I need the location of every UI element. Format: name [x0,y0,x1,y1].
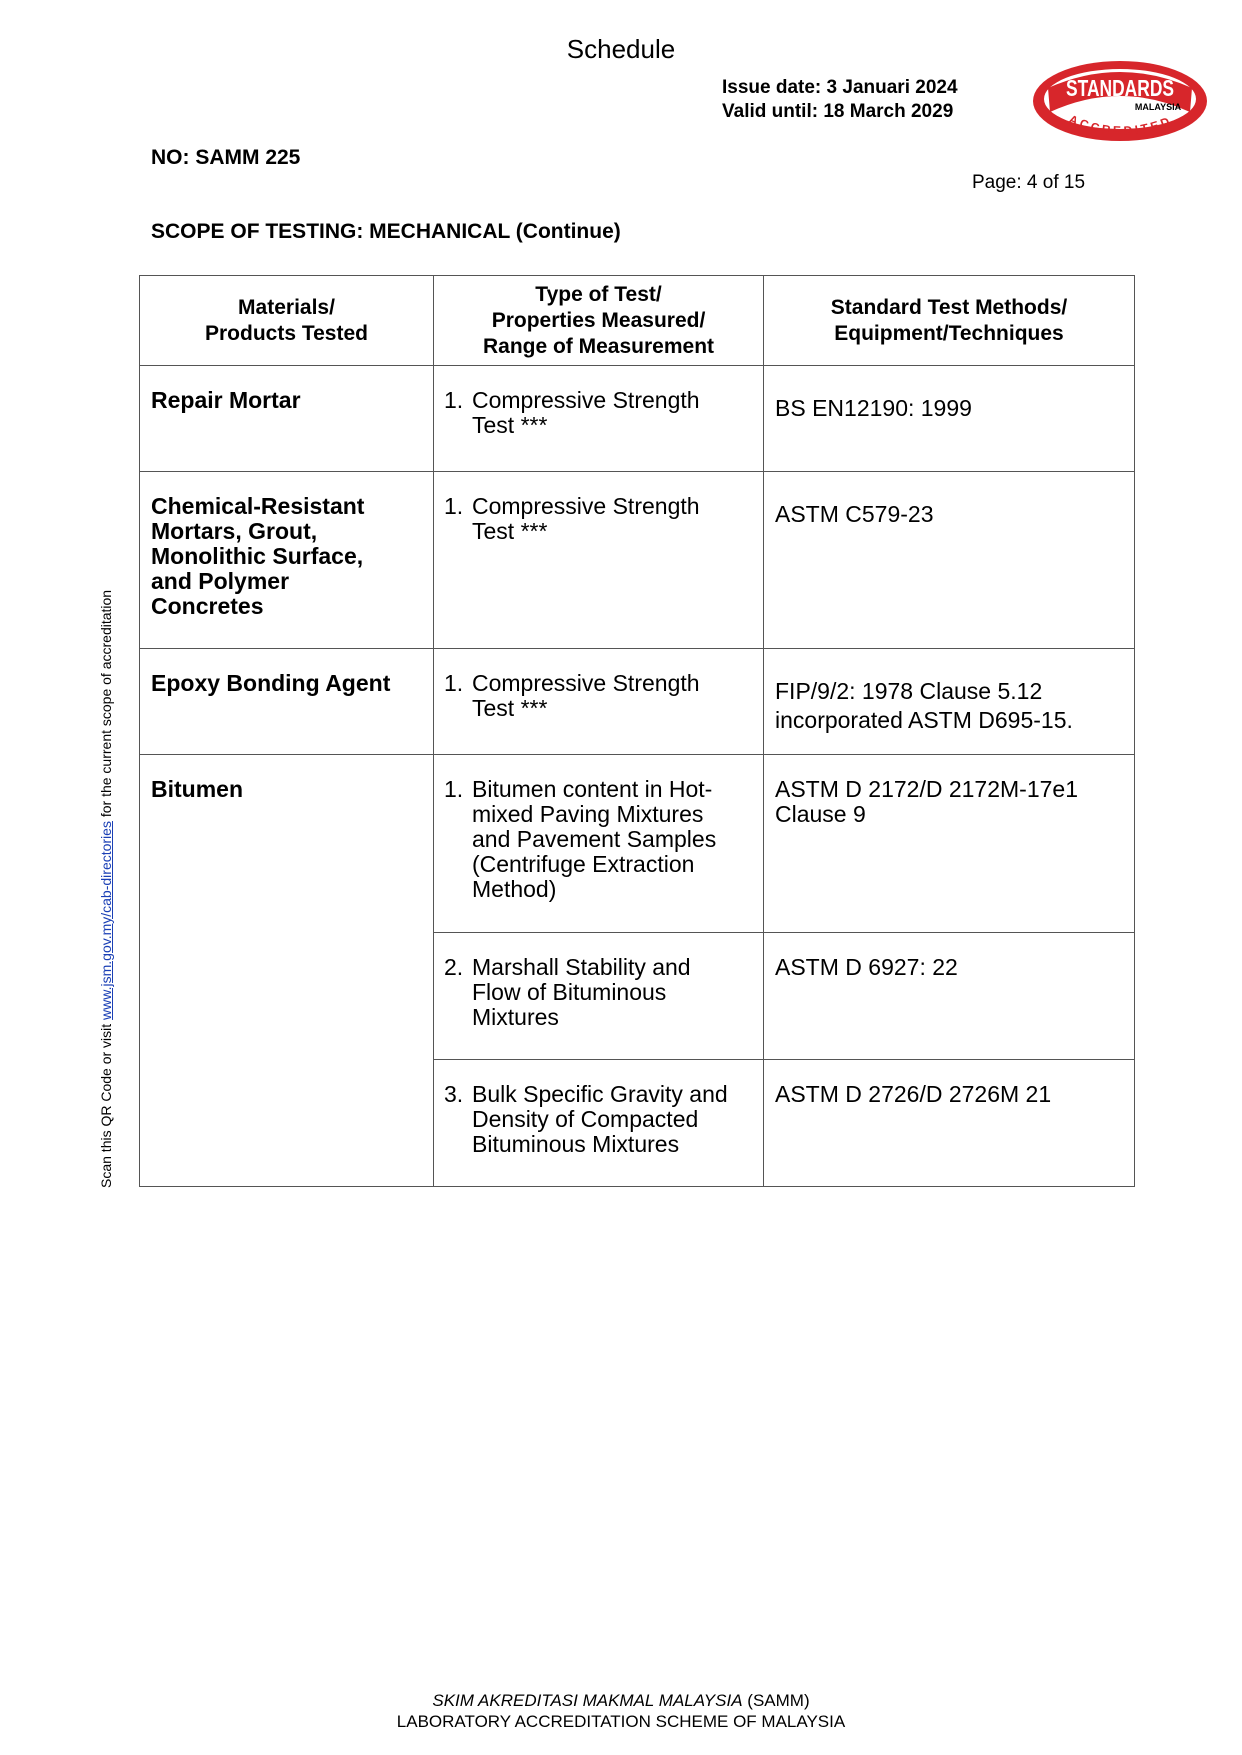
table-row [140,472,1135,649]
footer-line-1: SKIM AKREDITASI MAKMAL MALAYSIA (SAMM) [432,1691,810,1710]
test-cell: 2. Marshall Stability and Flow of Bituminous Mixtures [434,933,764,1060]
material-cell: Epoxy Bonding Agent [140,649,434,755]
valid-until: Valid until: 18 March 2029 [722,101,954,122]
side-note [98,590,114,1188]
table-row [140,755,1135,933]
logo-word: STANDARDS [1066,75,1174,101]
material-cell: Bitumen [140,755,434,1187]
footer-line-2: LABORATORY ACCREDITATION SCHEME OF MALAYSIA [396,1712,846,1731]
test-cell: 1. Compressive Strength Test *** [434,649,764,755]
test-cell: 1. Compressive Strength Test *** [434,366,764,472]
standard-cell: FIP/9/2: 1978 Clause 5.12 incorporated ASTM D695-15. [764,649,1135,755]
table-header-row [140,276,1135,366]
standard-cell: ASTM D 6927: 22 [764,933,1135,1060]
test-cell: 3. Bulk Specific Gravity and Density of Compacted Bituminous Mixtures [434,1060,764,1187]
cab-directory-link[interactable]: www.jsm.gov.my/cab-directories [98,821,114,1020]
standards-malaysia-accredited-logo [1030,58,1210,144]
test-cell: 1. Compressive Strength Test *** [434,472,764,649]
header-standard-methods: Standard Test Methods/ Equipment/Techniques [764,276,1135,366]
scope-heading: SCOPE OF TESTING: MECHANICAL (Continue) [151,220,621,243]
logo-arc-text: ACCREDITED [1066,111,1175,138]
header-materials: Materials/ Products Tested [140,276,434,366]
material-cell: Chemical-Resistant Mortars, Grout, Monolithic Surface, and Polymer Concretes [140,472,434,649]
page-number: Page: 4 of 15 [972,172,1086,193]
standard-cell: ASTM D 2172/D 2172M-17e1 Clause 9 [764,755,1135,933]
standard-cell: ASTM C579-23 [764,472,1135,649]
reference-number: NO: SAMM 225 [151,146,301,169]
side-note-prefix: Scan this QR Code or visit [98,1019,114,1188]
standard-cell: BS EN12190: 1999 [764,366,1135,472]
standard-cell: ASTM D 2726/D 2726M 21 [764,1060,1135,1187]
issue-date: Issue date: 3 Januari 2024 [722,77,958,98]
table-row [140,649,1135,755]
header-type-of-test: Type of Test/ Properties Measured/ Range of Measurement [434,276,764,366]
test-cell: 1. Bitumen content in Hot- mixed Paving Mixtures and Pavement Samples (Centrifuge Extraction Method) [434,755,764,933]
footer [0,1690,1242,1732]
scope-table [139,275,1135,1187]
side-note-suffix: for the current scope of accreditation [98,589,114,822]
material-cell: Repair Mortar [140,366,434,472]
document-title: Schedule [566,34,676,64]
logo-sub: MALAYSIA [1134,102,1182,112]
issue-block [722,76,958,124]
table-row [140,366,1135,472]
